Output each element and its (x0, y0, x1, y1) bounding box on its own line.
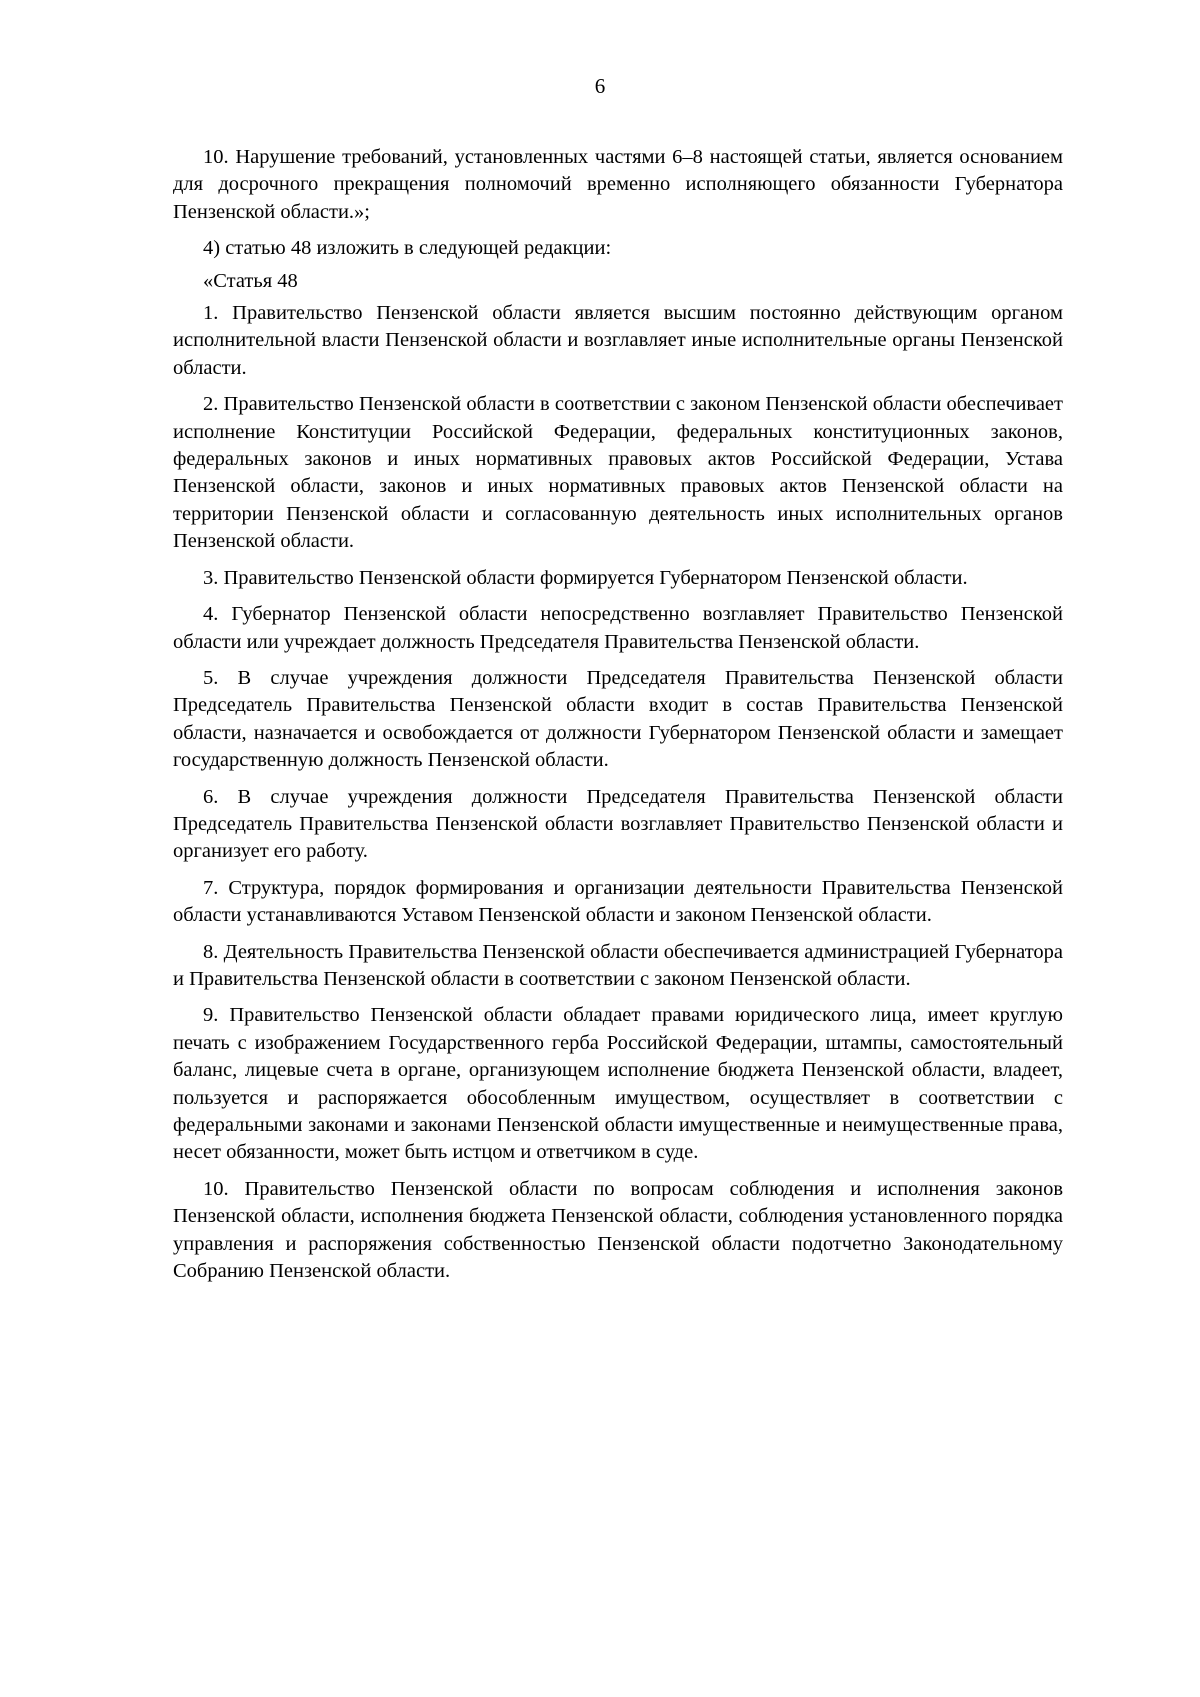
paragraph-article-48-part-2: 2. Правительство Пензенской области в соответствии с законом Пензенской области обеспечивает исполнение Конституции Российской Федерации, федеральных конституционных законов, федеральных законов и иных нормативных правовых актов Российской Федерации, Устава Пензенской области, законов и иных нормативных правовых актов Пензенской области на территории Пензенской области и согласованную деятельность иных исполнительных органов Пензенской области. (173, 393, 1063, 553)
paragraph-article-48-part-10: 10. Правительство Пензенской области по вопросам соблюдения и исполнения законов Пензенской области, исполнения бюджета Пензенской области, соблюдения установленного порядка управления и распоряжения собственностью Пензенской области подотчетно Законодательному Собранию Пензенской области. (173, 1177, 1063, 1283)
paragraph-article-48-part-8: 8. Деятельность Правительства Пензенской области обеспечивается администрацией Губернатора и Правительства Пензенской области в соответствии с законом Пензенской области. (173, 940, 1063, 990)
paragraph-article-48-part-7: 7. Структура, порядок формирования и организации деятельности Правительства Пензенской области устанавливаются Уставом Пензенской области и законом Пензенской области. (173, 876, 1063, 927)
paragraph-amendment-4: 4) статью 48 изложить в следующей редакции: (203, 237, 612, 260)
document-body (173, 144, 1063, 1294)
paragraph-article-48-part-4: 4. Губернатор Пензенской области непосредственно возглавляет Правительство Пензенской области или учреждает должность Председателя Правительства Пензенской области. (173, 603, 1063, 653)
paragraph-article-48-part-6: 6. В случае учреждения должности Председателя Правительства Пензенской области Председатель Правительства Пензенской области возглавляет Правительство Пензенской области и организует его работу. (173, 785, 1063, 863)
page-number: 6 (594, 74, 606, 98)
article-48-heading: «Статья 48 (203, 269, 298, 292)
paragraph-article-48-part-5: 5. В случае учреждения должности Председателя Правительства Пензенской области Председатель Правительства Пензенской области входит в состав Правительства Пензенской области, назначается и освобождается от должности Губернатором Пензенской области и замещает государственную должность Пензенской области. (173, 666, 1063, 772)
paragraph-article-48-part-3: 3. Правительство Пензенской области формируется Губернатором Пензенской области. (203, 566, 968, 589)
paragraph-part-10-violation: 10. Нарушение требований, установленных частями 6–8 настоящей статьи, является основанием для досрочного прекращения полномочий временно исполняющего обязанности Губернатора Пензенской области.»; (173, 146, 1063, 223)
paragraph-article-48-part-1: 1. Правительство Пензенской области является высшим постоянно действующим органом исполнительной власти Пензенской области и возглавляет иные исполнительные органы Пензенской области. (173, 302, 1063, 379)
paragraph-article-48-part-9: 9. Правительство Пензенской области обладает правами юридического лица, имеет круглую печать с изображением Государственного герба Российской Федерации, штампы, самостоятельный баланс, лицевые счета в органе, организующем исполнение бюджета Пензенской области, владеет, пользуется и распоряжается обособленным имуществом, осуществляет в соответствии с федеральными законами и законами Пензенской области имущественные и неимущественные права, несет обязанности, может быть истцом и ответчиком в суде. (173, 1004, 1063, 1164)
